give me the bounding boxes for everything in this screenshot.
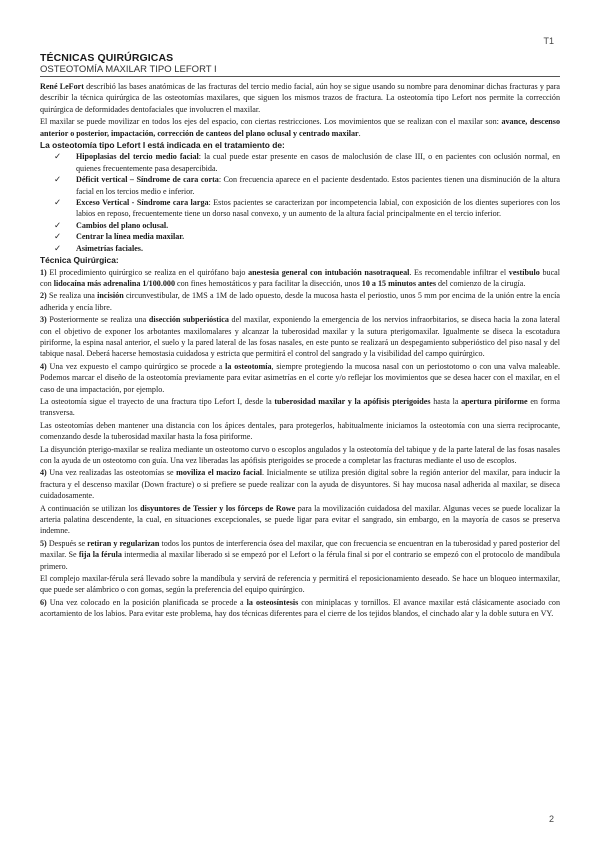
text-run: en forma transversa.	[40, 396, 560, 418]
technique-paragraph	[40, 290, 560, 313]
bold-text: 1)	[40, 267, 47, 277]
text-run: del maxilar, exponiendo la emergencia de los nervios infraorbitarios, se diseca hacia la zona lateral con el objetivo de exponer los arbotantes maxilomalares y alcanzar la tuberosidad maxilar y la sutura pterigomaxilar. Igualmente se diseca la escotadura piriforme, la espina nasal anterior, el suelo y la pared lateral de las fosas nasales, en este punto se realizará un despegamiento subperióstico del piso nasal y del tabique nasal. Deberá hacerse hemostasia cuidadosa y estricta que permitirá el control del sangrado y la visibilidad del campo quirúrgico.	[40, 315, 561, 359]
bold-text: moviliza el macizo facial	[176, 468, 263, 478]
bold-text: lidocaína más adrenalina 1/100.000	[53, 278, 175, 288]
bold-text: disección subperióstica	[148, 315, 229, 325]
technique-paragraph	[40, 503, 560, 537]
bold-text: vestíbulo	[508, 267, 540, 277]
text-run: El procedimiento quirúrgico se realiza en el quirófano bajo	[46, 267, 249, 277]
technique-paragraph	[40, 597, 560, 620]
bold-text: 6)	[40, 597, 47, 607]
page-number: 2	[548, 814, 554, 824]
indication-item	[54, 151, 560, 174]
bold-text: anestesia general con intubación nasotraqueal	[248, 267, 410, 277]
technique-paragraph	[40, 314, 560, 360]
text-run: Una vez realizadas las osteotomías se	[46, 468, 177, 478]
indication-list	[40, 151, 560, 254]
bold-text: Déficit vertical – Síndrome de cara corta	[76, 175, 219, 185]
bold-text: retiran y regularizan	[87, 538, 160, 548]
intro-section	[40, 81, 560, 139]
check-icon: ✓	[54, 197, 62, 208]
indication-item	[54, 174, 560, 197]
check-icon: ✓	[54, 242, 62, 253]
page-tag: T1	[543, 36, 554, 46]
technique-paragraph	[40, 420, 560, 443]
text-run: hasta la	[430, 396, 462, 406]
bold-text: tuberosidad maxilar y la apófisis pterigoides	[274, 396, 431, 406]
text-run: del comienzo de la cirugía.	[435, 278, 526, 288]
check-icon: ✓	[54, 151, 62, 162]
technique-paragraph	[40, 573, 560, 596]
text-run: . Inicialmente se utiliza presión digital sobre la región anterior del maxilar, para inducir la fractura y el descenso maxilar (Down fracture) o si prefiere se puede realizar con la ayuda de disyuntores. Si hay mucosa nasal adherida al maxilar, se diseca cuidadosamente.	[40, 468, 560, 501]
bold-text: 4)	[40, 468, 47, 478]
technique-paragraph	[40, 467, 560, 501]
technique-heading: Técnica Quirúrgica:	[40, 255, 119, 266]
text-run: : Estos pacientes se caracterizan por incompetencia labial, con exposición de los dientes superiores con los labios en reposo, frecuentemente tiene un dorso nasal convexo, y un aumento de la altura facial principalmente en el tercio inferior.	[76, 198, 561, 219]
bold-text: René LeFort	[40, 82, 84, 91]
text-run: El complejo maxilar-férula será llevado sobre la mandíbula y servirá de referencia y permitirá el reposicionamiento deseado. Se hace un bloqueo intermaxilar, que puede ser alámbrico o con gomas, según la preferencia del equipo quirúrgico.	[40, 574, 560, 595]
text-run: bucal con	[40, 267, 561, 288]
check-icon: ✓	[54, 231, 62, 242]
indication-heading: La osteotomía tipo Lefort I está indicada en el tratamiento de:	[40, 140, 285, 151]
text-run: describió las bases anatómicas de las fracturas del tercio medio facial, aún hoy se sigue usando su nombre para denominar dichas fracturas y para describir la técnica quirúrgica de las osteotomías maxilares, que siguen los mismos trazos de fractura. La osteotomía tipo Lefort nos permite la corrección quirúrgica de deformidades dentofaciales que involucren el maxilar.	[40, 82, 560, 114]
text-run: , siempre protegiendo la mucosa nasal con un periostotomo o con una valva maleable. Podemos marcar el diseño de la osteotomía previamente para evitar asimetrías en el corte y/o reflejar los movimientos que se desea hacer con el maxilar, en el caso de una impactación, por ejemplo.	[40, 361, 560, 394]
document-subtitle: OSTEOTOMÍA MAXILAR TIPO LEFORT I	[40, 64, 560, 77]
text-run: con fines hemostáticos y para facilitar la disección, unos	[175, 278, 362, 288]
bold-text: 2)	[40, 291, 47, 301]
text-run: Una vez colocado en la posición planificada se procede a	[46, 597, 247, 607]
bold-text: 10 a 15 minutos antes	[361, 278, 436, 288]
document-page	[40, 36, 560, 621]
text-run: : la cual puede estar presente en casos de maloclusión de clase III, o en pacientes con oclusión normal, en quienes frecuentemente pasa desapercibida.	[76, 152, 560, 173]
bold-text: disyuntores de Tessier y los fórceps de Rowe	[140, 503, 296, 513]
bold-text: Cambios del plano oclusal.	[76, 220, 169, 230]
text-run: . Es recomendable infiltrar el	[409, 267, 509, 277]
technique-paragraph	[40, 396, 560, 419]
bold-text: avance, descenso anterior o posterior, impactación, corrección de canteos del plano oclusal y centrado maxilar	[40, 117, 561, 138]
bold-text: la osteotomía	[225, 361, 272, 371]
bold-text: 5)	[40, 538, 47, 548]
intro-paragraph	[40, 116, 560, 139]
text-run: El maxilar se puede movilizar en todos los ejes del espacio, con ciertas restricciones. Los movimientos que se realizan con el maxilar son:	[40, 117, 502, 127]
technique-paragraph	[40, 444, 560, 467]
bold-text: 4)	[40, 361, 47, 371]
indication-item	[54, 242, 560, 254]
technique-paragraph	[40, 361, 560, 395]
indication-item	[54, 197, 561, 220]
bold-text: fija la férula	[78, 550, 122, 560]
text-run: La osteotomía sigue el trayecto de una fractura tipo Lefort I, desde la	[40, 396, 275, 406]
text-run: Una vez expuesto el campo quirúrgico se procede a	[46, 361, 226, 371]
technique-paragraph	[40, 538, 560, 572]
text-run: circunvestibular, de 1MS a 1M de lado opuesto, desde la mucosa hasta el periostio, unos 5 mm por encima de la unión entre la encía adherida y encía libre.	[40, 291, 561, 312]
bold-text: apertura piriforme	[461, 396, 528, 406]
bold-text: Asimetrías faciales.	[76, 243, 143, 253]
text-run: Se realiza una	[46, 291, 98, 301]
indication-item	[54, 219, 560, 231]
check-icon: ✓	[54, 174, 62, 185]
text-run: Después se	[46, 538, 88, 548]
bold-text: incisión	[97, 291, 124, 301]
check-icon: ✓	[54, 219, 62, 230]
text-run: .	[358, 128, 361, 138]
bold-text: la osteosíntesis	[246, 597, 299, 607]
technique-paragraph	[40, 267, 560, 290]
bold-text: Centrar la línea media maxilar.	[76, 232, 185, 242]
text-run: todos los puntos de interferencia ósea del maxilar, que con frecuencia se encuentran en la tuberosidad y pared posterior del maxilar. Se	[40, 538, 560, 560]
text-run: Posteriormente se realiza una	[46, 315, 149, 325]
technique-steps	[40, 267, 560, 620]
text-run: A continuación se utilizan los	[40, 503, 141, 513]
text-run: La disyunción pterigo-maxilar se realiza mediante un osteotomo curvo o escoplos angulados y la osteotomía del tabique y de la parte lateral de las fosas nasales con la ayuda de un osteotomo con guía. Una vez liberadas las apófisis pterigoides se procede a completar las fracturas mediante el uso de escoplos.	[40, 444, 560, 465]
text-run: Las osteotomías deben mantener una distancia con los ápices dentales, para protegerlos, habitualmente iniciamos la osteotomía con una sierra reciprocante, comenzando desde la tuberosidad maxilar hasta la fosa piriforme.	[40, 420, 560, 442]
bold-text: 3)	[40, 315, 47, 325]
text-run: intermedia al maxilar liberado si se empezó por el Lefort o la férula final si por el contrario se empezó con el protocolo de mandíbula primero.	[40, 550, 560, 571]
text-run: : Con frecuencia aparece en el paciente desdentado. Estos pacientes tienen una disminución de la altura facial en los tercios medio e inferior.	[76, 175, 560, 196]
text-run: para la movilización cuidadosa del maxilar. Algunas veces se puede localizar la arteria palatina descendente, la cual, en situaciones excepcionales, se puede ligar para evitar el sangrado, sin embargo, en la mayoría de casos se preserva indemne.	[40, 503, 561, 536]
document-title: TÉCNICAS QUIRÚRGICAS	[40, 52, 174, 64]
bold-text: Exceso Vertical - Síndrome cara larga	[76, 198, 209, 208]
bold-text: Hipoplasias del tercio medio facial	[76, 152, 199, 162]
indication-item	[54, 231, 560, 242]
text-run: con miniplacas y tornillos. El avance maxilar está clásicamente asociado con acortamiento de los labios. Para evitar este problema, hay dos técnicas diferentes para el cierre de los tejidos blandos, el cinchado alar y la doble sutura en VY.	[40, 597, 561, 619]
intro-paragraph	[40, 81, 560, 115]
